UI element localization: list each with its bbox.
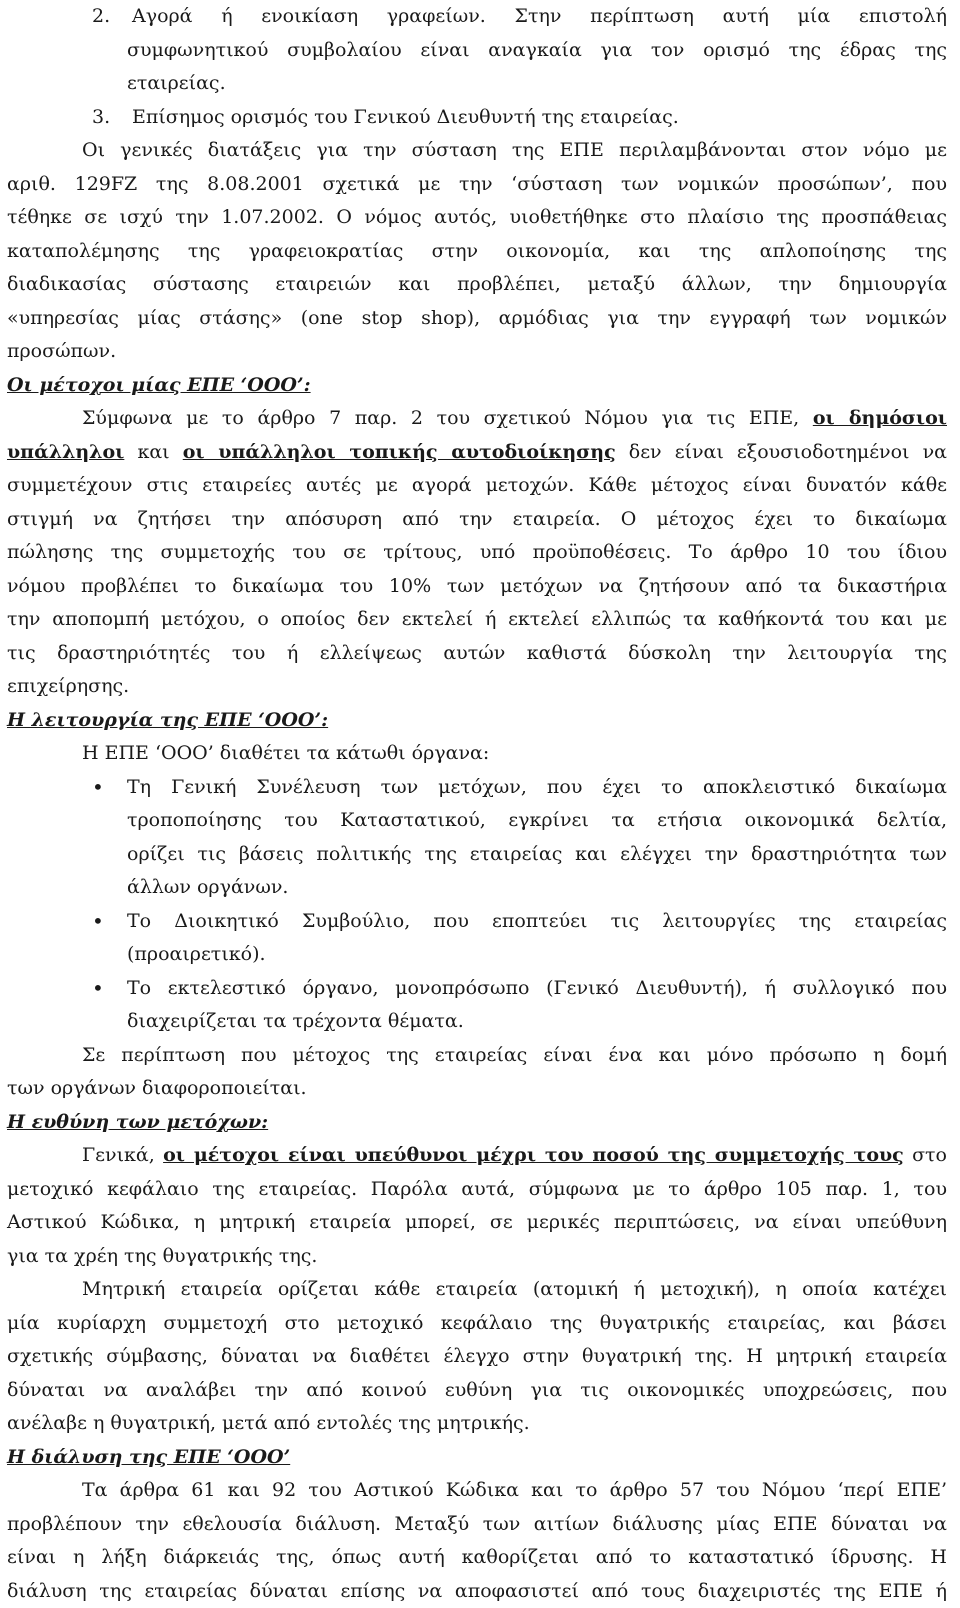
text-line: διαχειρίζεται τα τρέχοντα θέματα. [7, 1005, 947, 1039]
emphasis-text: οι δημόσιοι [813, 407, 947, 429]
text-line: ανέλαβε η θυγατρική, μετά από εντολές της μητρικής. [7, 1407, 947, 1441]
text-line: Το Διοικητικό Συμβούλιο, που εποπτεύει τις λειτουργίες της εταιρείας [7, 905, 947, 939]
text-line: συμμετέχουν στις εταιρείες αυτές με αγορά μετοχών. Κάθε μέτοχος είναι δυνατόν κάθε [7, 469, 947, 503]
text-line [7, 402, 947, 436]
text-line: των οργάνων διαφοροποιείται. [7, 1072, 947, 1106]
section-heading-shareholders: Οι μέτοχοι μίας ΕΠΕ ‘ΟΟΟ’: [7, 369, 947, 403]
bullet-list [7, 771, 947, 1039]
text-line: επιχείρησης. [7, 670, 947, 704]
paragraph-liability [7, 1139, 947, 1273]
paragraph-dissolution [7, 1474, 947, 1608]
text-line: νόμου προβλέπει το δικαίωμα του 10% των μετόχων να ζητήσουν από τα δικαστήρια [7, 570, 947, 604]
text-line [7, 1139, 947, 1173]
text-line: αριθ. 129FZ της 8.08.2001 σχετικά με την ‘σύσταση των νομικών προσώπων’, που [7, 168, 947, 202]
emphasis-text: οι υπάλληλοι τοπικής αυτοδιοίκησης [183, 441, 616, 463]
text-line: πώλησης της συμμετοχής του σε τρίτους, υπό προϋποθέσεις. Το άρθρο 10 του ίδιου [7, 536, 947, 570]
paragraph-parent-company [7, 1273, 947, 1441]
section-heading-liability: Η ευθύνη των μετόχων: [7, 1106, 947, 1140]
text-line: είναι η λήξη διάρκειάς της, όπως αυτή καθορίζεται από το καταστατικό ίδρυσης. Η [7, 1541, 947, 1575]
text-line: Μητρική εταιρεία ορίζεται κάθε εταιρεία (ατομική ή μετοχική), η οποία κατέχει [7, 1273, 947, 1307]
text-span: και [137, 441, 169, 463]
text-line: Τη Γενική Συνέλευση των μετόχων, που έχει το αποκλειστικό δικαίωμα [7, 771, 947, 805]
text-line: προβλέπουν την εθελουσία διάλυση. Μεταξύ των αιτίων διάλυσης μίας ΕΠΕ δύναται να [7, 1508, 947, 1542]
text-line: προσώπων. [7, 335, 947, 369]
text-line: Η ΕΠΕ ‘ΟΟΟ’ διαθέτει τα κάτωθι όργανα: [7, 737, 947, 771]
section-heading-operation: Η λειτουργία της ΕΠΕ ‘ΟΟΟ’: [7, 704, 947, 738]
text-line: τις δραστηριότητές του ή ελλείψεως αυτών καθιστά δύσκολη την λειτουργία της [7, 637, 947, 671]
text-line: σχετικής σύμβασης, δύναται να διαθέτει έλεγχο στην θυγατρική της. Η μητρική εταιρεία [7, 1340, 947, 1374]
emphasis-text: υπάλληλοι [7, 441, 124, 463]
text-span: Γενικά, [82, 1144, 155, 1166]
text-line: Αστικού Κώδικα, η μητρική εταιρεία μπορεί, σε μερικές περιπτώσεις, να είναι υπεύθυνη [7, 1206, 947, 1240]
list-number: 2. [92, 0, 132, 34]
bullet-icon: • [92, 905, 104, 939]
text-line [7, 436, 947, 470]
text-line: μία κυρίαρχη συμμετοχή στο μετοχικό κεφάλαιο της θυγατρικής εταιρείας, και βάσει [7, 1307, 947, 1341]
text-line: τέθηκε σε ισχύ την 1.07.2002. Ο νόμος αυτός, υιοθετήθηκε στο πλαίσιο της προσπάθειας [7, 201, 947, 235]
list-item-text: Αγορά ή ενοικίαση γραφείων. Στην περίπτωση αυτή μία επιστολή [132, 5, 947, 27]
bullet-icon: • [92, 972, 104, 1006]
text-line: διάλυση της εταιρείας δύναται επίσης να αποφασιστεί από τους διαχειριστές της ΕΠΕ ή [7, 1575, 947, 1608]
list-item [7, 771, 947, 905]
bullet-icon: • [92, 771, 104, 805]
text-line: Οι γενικές διατάξεις για την σύσταση της ΕΠΕ περιλαμβάνονται στον νόμο με [7, 134, 947, 168]
list-item [7, 972, 947, 1039]
paragraph-law [7, 134, 947, 369]
list-item [7, 905, 947, 972]
paragraph-single-shareholder [7, 1039, 947, 1106]
text-line: «υπηρεσίας μίας στάσης» (one stop shop), αρμόδιας για την εγγραφή των νομικών [7, 302, 947, 336]
text-line: Το εκτελεστικό όργανο, μονοπρόσωπο (Γενικό Διευθυντή), ή συλλογικό που [7, 972, 947, 1006]
paragraph-shareholders [7, 402, 947, 704]
text-line: μετοχικό κεφάλαιο της εταιρείας. Παρόλα αυτά, σύμφωνα με το άρθρο 105 παρ. 1, του [7, 1173, 947, 1207]
text-line: διαδικασίας σύστασης εταιρειών και προβλέπει, μεταξύ άλλων, την δημιουργία [7, 268, 947, 302]
section-heading-dissolution: Η διάλυση της ΕΠΕ ‘ΟΟΟ’ [7, 1441, 947, 1475]
text-line: (προαιρετικό). [7, 938, 947, 972]
list-item-text: Επίσημος ορισμός του Γενικού Διευθυντή της εταιρείας. [132, 106, 679, 128]
text-line: δύναται να αναλάβει την από κοινού ευθύνη για τις οικονομικές υποχρεώσεις, που [7, 1374, 947, 1408]
text-line: άλλων οργάνων. [7, 871, 947, 905]
text-line: ορίζει τις βάσεις πολιτικής της εταιρείας και ελέγχει την δραστηριότητα των [7, 838, 947, 872]
text-line: για τα χρέη της θυγατρικής της. [7, 1240, 947, 1274]
text-span: στο [912, 1144, 947, 1166]
text-line: καταπολέμησης της γραφειοκρατίας στην οικονομία, και της απλοποίησης της [7, 235, 947, 269]
text-span: Σύμφωνα με το άρθρο 7 παρ. 2 του σχετικού Νόμου για τις ΕΠΕ, [82, 407, 799, 429]
text-line: Σε περίπτωση που μέτοχος της εταιρείας είναι ένα και μόνο πρόσωπο η δομή [7, 1039, 947, 1073]
list-number: 3. [92, 101, 132, 135]
text-line: Τα άρθρα 61 και 92 του Αστικού Κώδικα και το άρθρο 57 του Νόμου ‘περί ΕΠΕ’ [7, 1474, 947, 1508]
list-item-3 [7, 101, 947, 135]
text-span: δεν είναι εξουσιοδοτημένοι να [629, 441, 947, 463]
list-item-2 [7, 0, 947, 34]
text-line: την αποπομπή μετόχου, ο οποίος δεν εκτελεί ή εκτελεί ελλιπώς τα καθήκοντά του και με [7, 603, 947, 637]
emphasis-text: οι μέτοχοι είναι υπεύθυνοι μέχρι του ποσού της συμμετοχής τους [163, 1144, 904, 1166]
text-line: συμφωνητικού συμβολαίου είναι αναγκαία για τον ορισμό της έδρας της [7, 34, 947, 68]
text-line: τροποποίησης του Καταστατικού, εγκρίνει τα ετήσια οικονομικά δελτία, [7, 804, 947, 838]
text-line: εταιρείας. [7, 67, 947, 101]
text-line: στιγμή να ζητήσει την απόσυρση από την εταιρεία. Ο μέτοχος έχει το δικαίωμα [7, 503, 947, 537]
